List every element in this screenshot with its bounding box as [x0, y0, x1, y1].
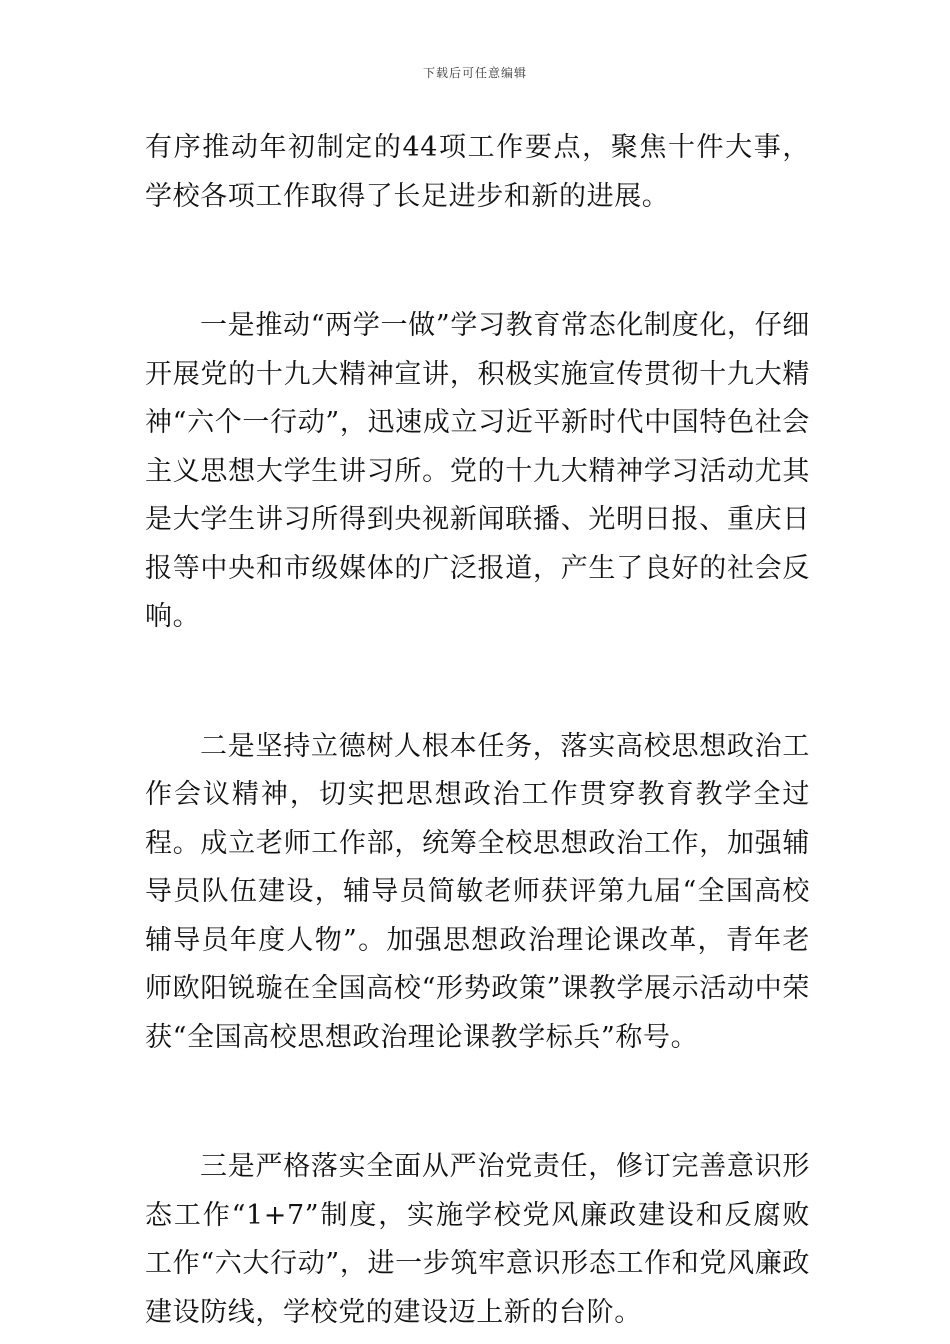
paragraph-intro: 有序推动年初制定的44项工作要点，聚焦十件大事，学校各项工作取得了长足进步和新的进展。	[145, 132, 810, 212]
paragraph-three: 三是严格落实全面从严治党责任，修订完善意识形态工作“1+7”制度，实施学校党风廉政建设和反腐败工作“六大行动”，进一步筑牢意识形态工作和党风廉政建设防线，学校党的建设迈上新的台阶。	[145, 1151, 810, 1328]
paragraph-gap	[145, 1062, 810, 1143]
paragraph-gap	[145, 642, 810, 723]
paragraph-two: 二是坚持立德树人根本任务，落实高校思想政治工作会议精神，切实把思想政治工作贯穿教育教学全过程。成立老师工作部，统筹全校思想政治工作，加强辅导员队伍建设，辅导员简敏老师获评第九届“全国高校辅导员年度人物”。加强思想政治理论课改革，青年老师欧阳锐璇在全国高校“形势政策”课教学展示活动中荣获“全国高校思想政治理论课教学标兵”称号。	[145, 730, 810, 1053]
paragraph-one: 一是推动“两学一做”学习教育常态化制度化，仔细开展党的十九大精神宣讲，积极实施宣传贯彻十九大精神“六个一行动”，迅速成立习近平新时代中国特色社会主义思想大学生讲习所。党的十九大精神学习活动尤其是大学生讲习所得到央视新闻联播、光明日报、重庆日报等中央和市级媒体的广泛报道，产生了良好的社会反响。	[145, 310, 810, 632]
paragraph-gap	[145, 221, 810, 302]
page-header: 下载后可任意编辑	[422, 66, 527, 80]
document-body	[145, 124, 810, 1337]
